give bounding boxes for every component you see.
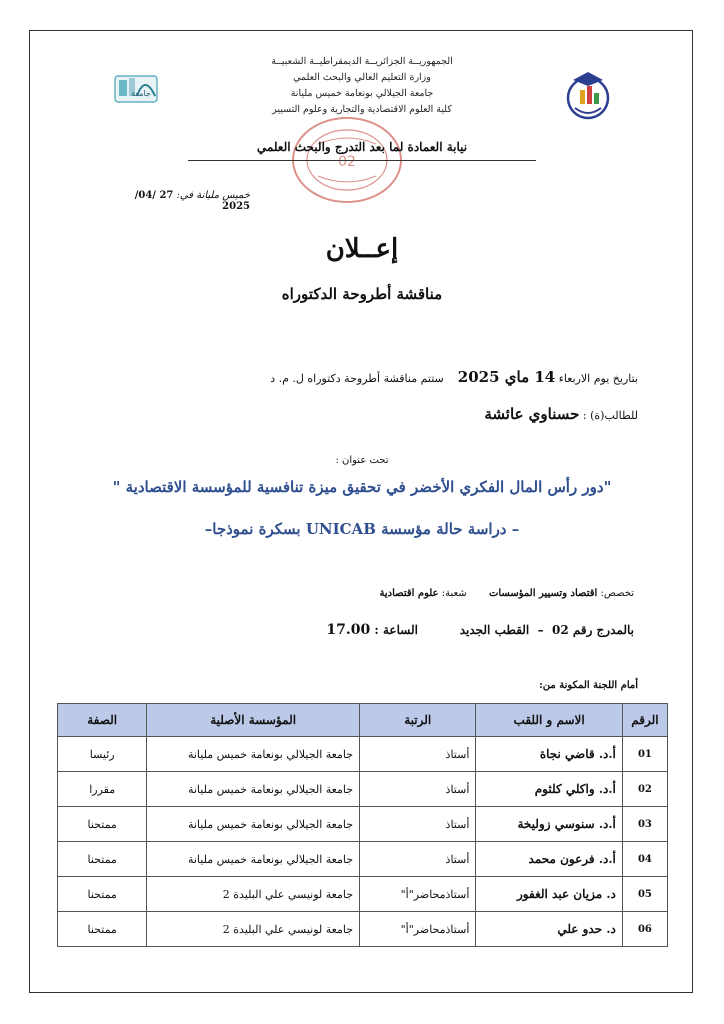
thesis-title: "دور رأس المال الفكري الأخضر في تحقيق ميزة تنافسية للمؤسسة الاقتصادية " (112, 478, 612, 496)
col-header-num: الرقم (622, 704, 667, 737)
student-label: للطالب(ة) : (582, 409, 638, 422)
student-line (484, 405, 638, 423)
thesis-subtitle: – دراسة حالة مؤسسة UNICAB بسكرة نموذجا– (204, 520, 520, 538)
page-title: إعــلان (325, 234, 399, 264)
faculty-line: كلية العلوم الاقتصادية والتجارية وعلوم التسيير (272, 104, 452, 115)
row-rank: أستاذمحاضر"أ" (360, 877, 476, 912)
specialty-value: اقتصاد وتسيير المؤسسات (488, 588, 598, 599)
row-name: أ.د. فرعون محمد (476, 842, 622, 877)
row-name: أ.د. سنوسي زوليخة (476, 807, 622, 842)
time-label: الساعة : (374, 623, 418, 637)
row-num: 04 (622, 842, 667, 877)
department-title: نيابة العمادة لما بعد التدرج والبحث العلمي (256, 140, 468, 154)
row-institution: جامعة الجيلالي بونعامة خميس مليانة (147, 807, 360, 842)
table-row (58, 842, 668, 877)
date-label: خميس مليانة في: (176, 190, 250, 201)
row-num: 06 (622, 912, 667, 947)
row-name: أ.د. واكلي كلثوم (476, 772, 622, 807)
table-row (58, 772, 668, 807)
announcement-suffix: ستتم مناقشة أطروحة دكتوراه ل. م. د (270, 372, 444, 385)
committee-label: أمام اللجنة المكونة من: (539, 680, 638, 691)
row-role: ممتحنا (58, 877, 147, 912)
table-row (58, 737, 668, 772)
specialty-line (380, 588, 634, 599)
table-row (58, 877, 668, 912)
venue-dash: – (537, 623, 544, 637)
col-header-role: الصفة (58, 704, 147, 737)
announcement-day: 14 ماي 2025 (457, 368, 556, 386)
row-rank: أستاذ (360, 737, 476, 772)
row-institution: جامعة لونيسي علي البليدة 2 (147, 912, 360, 947)
col-header-institution: المؤسسة الأصلية (147, 704, 360, 737)
row-num: 05 (622, 877, 667, 912)
university-line: جامعة الجيلالي بونعامة خميس مليانة (290, 88, 434, 99)
row-role: ممتحنا (58, 912, 147, 947)
row-role: ممتحنا (58, 842, 147, 877)
row-role: ممتحنا (58, 807, 147, 842)
row-institution: جامعة الجيلالي بونعامة خميس مليانة (147, 737, 360, 772)
row-name: أ.د. قاضي نجاة (476, 737, 622, 772)
col-header-name: الاسم و اللقب (476, 704, 622, 737)
header-divider (188, 160, 536, 161)
row-rank: أستاذ (360, 772, 476, 807)
specialty-label: تخصص: (600, 588, 634, 599)
row-role: مقررا (58, 772, 147, 807)
row-institution: جامعة الجيلالي بونعامة خميس مليانة (147, 772, 360, 807)
row-rank: أستاذ (360, 842, 476, 877)
row-institution: جامعة لونيسي علي البليدة 2 (147, 877, 360, 912)
page-subtitle: مناقشة أطروحة الدكتوراه (281, 285, 443, 303)
time-value: 17.00 (326, 622, 371, 638)
row-role: رئيسا (58, 737, 147, 772)
row-num: 03 (622, 807, 667, 842)
row-name: د. حدو علي (476, 912, 622, 947)
table-row (58, 807, 668, 842)
row-num: 01 (622, 737, 667, 772)
venue-place: بالمدرج رقم 02 (551, 623, 634, 637)
student-name: حسناوي عائشة (484, 405, 580, 423)
university-logo (113, 66, 159, 112)
row-rank: أستاذ (360, 807, 476, 842)
date-line (120, 190, 250, 212)
announcement-prefix: بتاريخ يوم الاربعاء (558, 372, 638, 385)
announcement-line (270, 368, 638, 386)
col-header-rank: الرتبة (360, 704, 476, 737)
faculty-logo (565, 66, 611, 124)
logo-left-text: جامعة (131, 89, 151, 98)
table-row (58, 912, 668, 947)
table-header-row (58, 704, 668, 737)
ministry-line: وزارة التعليم العالي والبحث العلمي (293, 72, 431, 83)
jury-table (57, 703, 668, 947)
branch-value: علوم اقتصادية (379, 588, 439, 599)
date-value: 27 /04/ 2025 (134, 190, 250, 212)
stamp-text: 02 (338, 154, 356, 170)
row-num: 02 (622, 772, 667, 807)
under-title-label: تحت عنوان : (335, 455, 389, 466)
branch-label: شعبة: (441, 588, 467, 599)
row-name: د. مزيان عبد الغفور (476, 877, 622, 912)
venue-line (326, 622, 634, 638)
row-rank: أستاذمحاضر"أ" (360, 912, 476, 947)
row-institution: جامعة الجيلالي بونعامة خميس مليانة (147, 842, 360, 877)
venue-campus: القطب الجديد (459, 623, 530, 637)
republic-line: الجمهوريــة الجزائريــة الديمقراطيــة الشعبيــة (271, 56, 453, 67)
